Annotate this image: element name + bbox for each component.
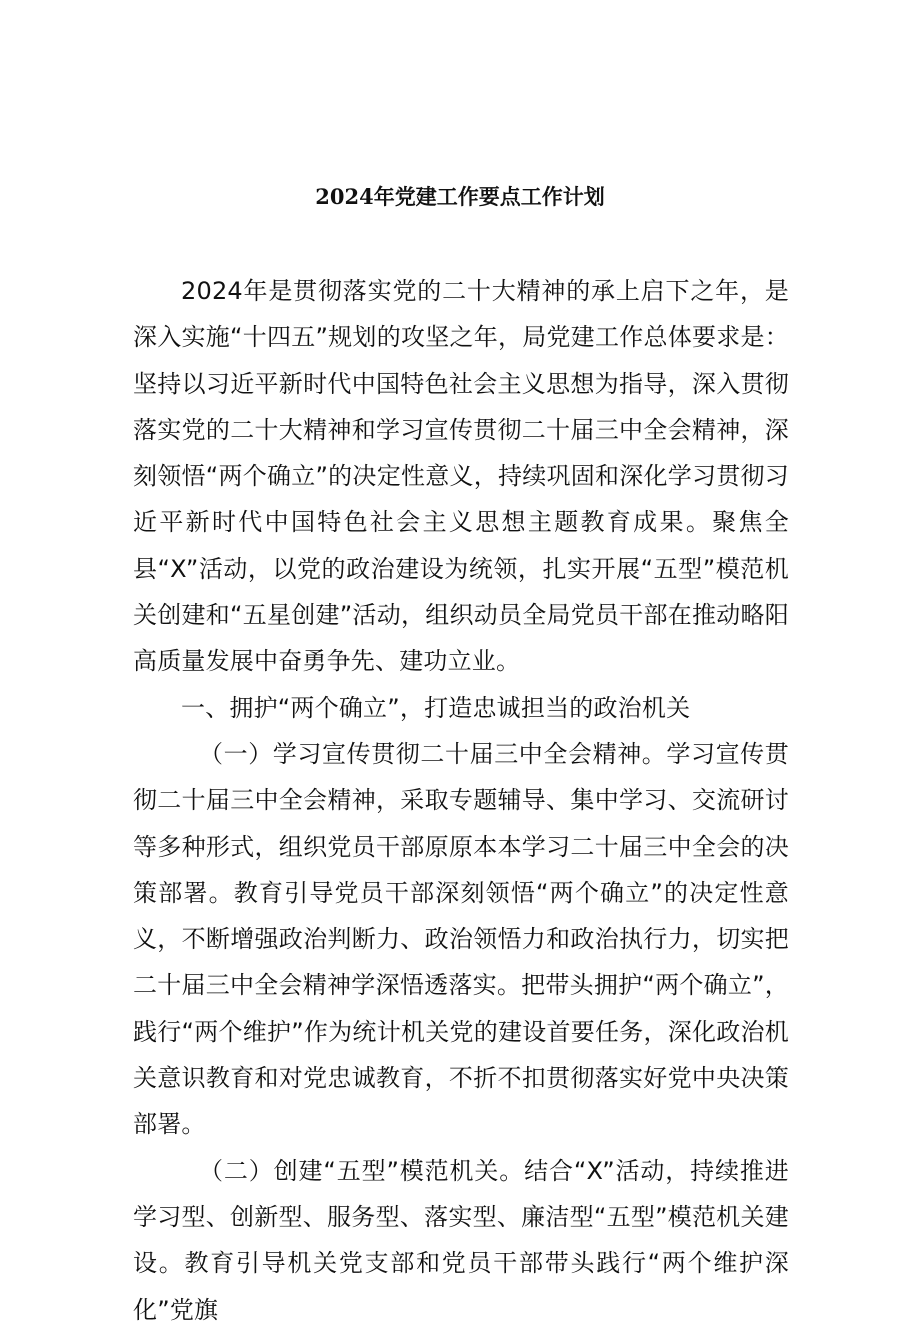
sub-item-2: （二）创建“五型”模范机关。结合“X”活动，持续推进学习型、创新型、服务型、落实型、廉洁型“五型”模范机关建设。教育引导机关党支部和党员干部带头践行“两个维护深化”党旗 xyxy=(133,1156,789,1324)
document-title: 2024年党建工作要点工作计划 xyxy=(315,184,605,209)
intro-paragraph: 2024年是贯彻落实党的二十大精神的承上启下之年，是深入实施“十四五”规划的攻坚之年，局党建工作总体要求是：坚持以习近平新时代中国特色社会主义思想为指导，深入贯彻落实党的二十大精神和学习宣传贯彻二十届三中全会精神，深刻领悟“两个确立”的决定性意义，持续巩固和深化学习贯彻习近平新时代中国特色社会主义思想主题教育成果。聚焦全县“X”活动，以党的政治建设为统领，扎实开展“五型”模范机关创建和“五星创建”活动，组织动员全局党员干部在推动略阳高质量发展中奋勇争先、建功立业。 xyxy=(133,277,789,676)
section-heading-1: 一、拥护“两个确立”，打造忠诚担当的政治机关 xyxy=(181,693,691,722)
document-body xyxy=(133,268,789,1333)
sub-item-1: （一）学习宣传贯彻二十届三中全会精神。学习宣传贯彻二十届三中全会精神，采取专题辅导、集中学习、交流研讨等多种形式，组织党员干部原原本本学习二十届三中全会的决策部署。教育引导党员干部深刻领悟“两个确立”的决定性意义，不断增强政治判断力、政治领悟力和政治执行力，切实把二十届三中全会精神学深悟透落实。把带头拥护“两个确立”，践行“两个维护”作为统计机关党的建设首要任务，深化政治机关意识教育和对党忠诚教育，不折不扣贯彻落实好党中央决策部署。 xyxy=(133,739,789,1139)
